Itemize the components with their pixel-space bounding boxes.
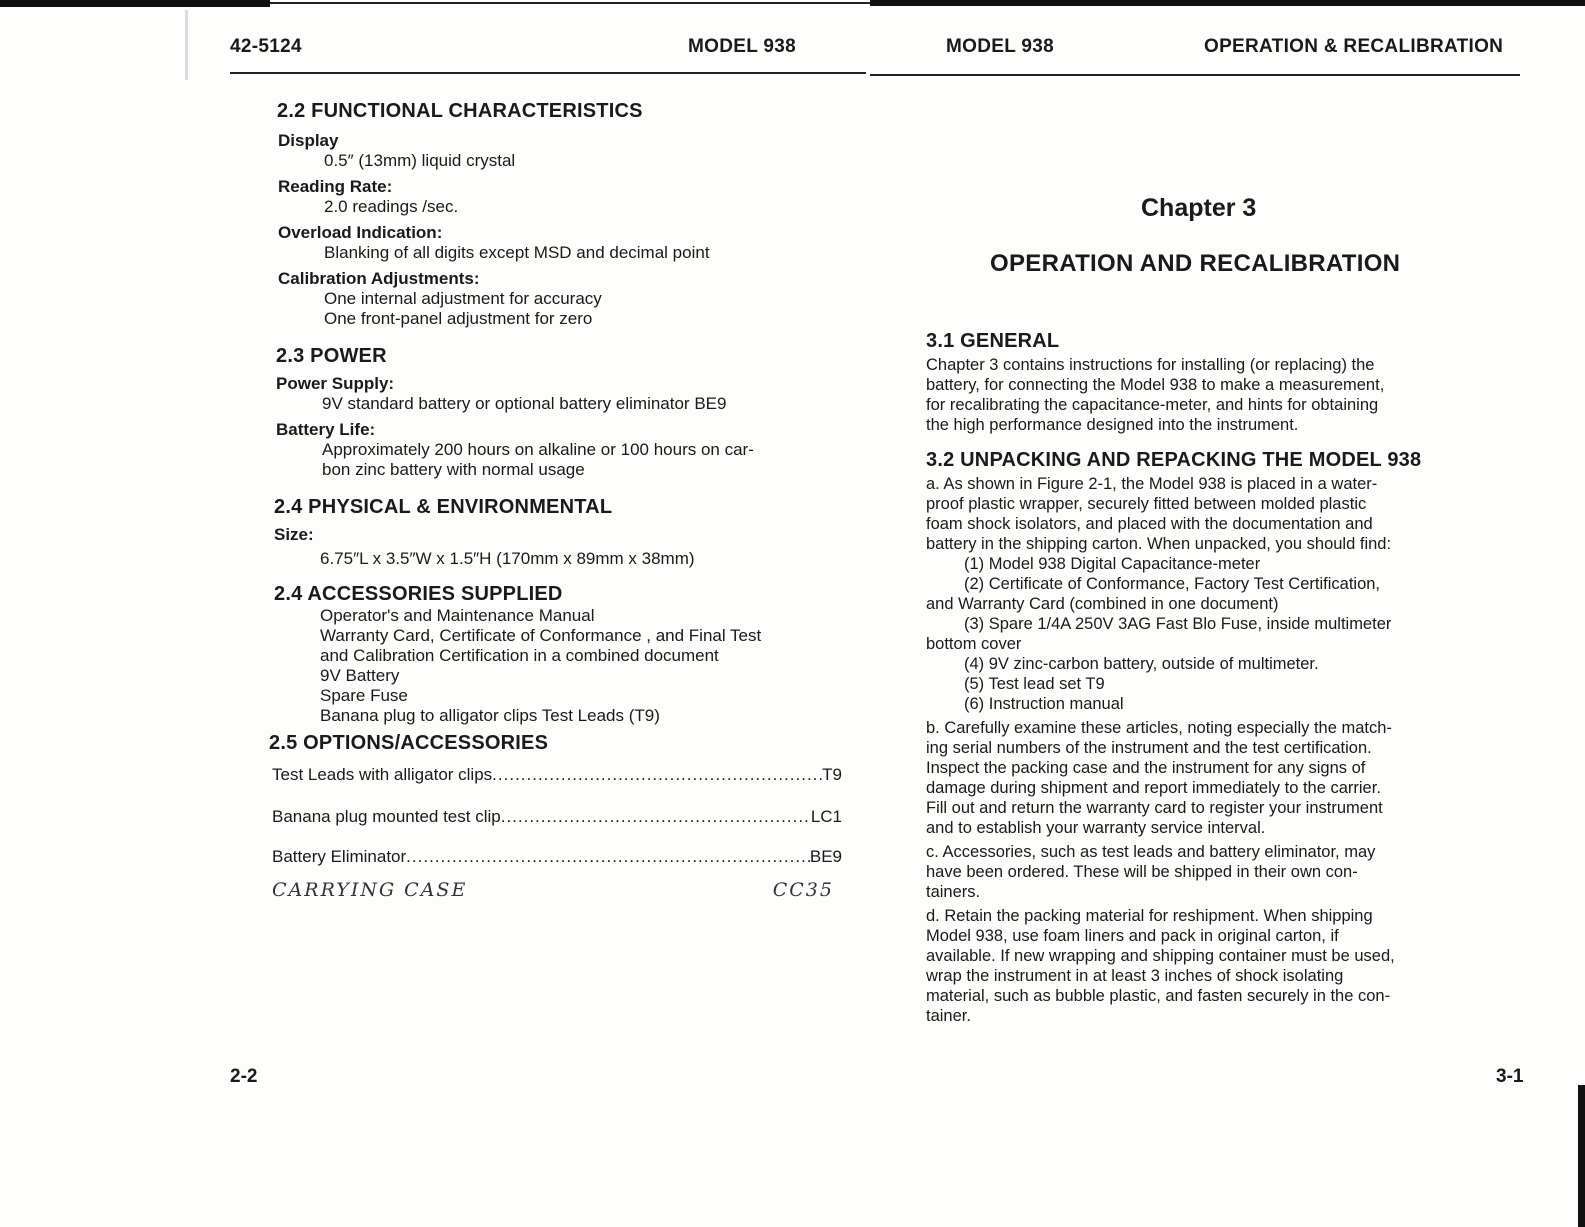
list-item: (5) Test lead set T9	[964, 675, 1105, 693]
item-line: 9V Battery	[320, 666, 400, 685]
scan-edge-left	[185, 10, 188, 80]
section-heading: 2.4 ACCESSORIES SUPPLIED	[274, 583, 563, 605]
right-header-rule	[870, 74, 1520, 76]
left-header-model: MODEL 938	[688, 36, 796, 57]
item-line: bon zinc battery with normal usage	[322, 460, 585, 479]
section-heading: 2.2 FUNCTIONAL CHARACTERISTICS	[277, 100, 643, 122]
item-label: Battery Life:	[276, 420, 376, 439]
dot-leader	[492, 765, 822, 785]
handwritten-name: CARRYING CASE	[272, 879, 468, 901]
section-accessories	[272, 583, 852, 726]
option-row	[272, 807, 842, 827]
para-line: foam shock isolators, and placed with the documentation and	[926, 515, 1373, 533]
list-item: (6) Instruction manual	[964, 695, 1124, 713]
para-line: Model 938, use foam liners and pack in original carton, if	[926, 927, 1339, 945]
item-label: Power Supply:	[276, 374, 395, 393]
scan-edge-right	[1578, 1085, 1585, 1227]
para-line: tainers.	[926, 883, 981, 901]
list-item: (3) Spare 1/4A 250V 3AG Fast Blo Fuse, inside multimeter	[964, 615, 1392, 633]
dot-leader	[501, 807, 811, 827]
section-heading: 3.1 GENERAL	[926, 330, 1060, 352]
para-line: Inspect the packing case and the instrument for any signs of	[926, 759, 1366, 777]
section-heading: 3.2 UNPACKING AND REPACKING THE MODEL 938	[926, 449, 1422, 471]
para-line: and to establish your warranty service interval.	[926, 819, 1266, 837]
item-label: Reading Rate:	[278, 177, 393, 196]
option-row	[272, 765, 842, 785]
item-label: Display	[278, 131, 339, 150]
left-page-number: 2-2	[230, 1066, 258, 1087]
list-item-cont: bottom cover	[926, 635, 1022, 653]
para-line: the high performance designed into the instrument.	[926, 416, 1299, 434]
item-line: 9V standard battery or optional battery eliminator BE9	[322, 394, 727, 413]
para-line: ing serial numbers of the instrument and the test certification.	[926, 739, 1372, 757]
section-physical	[272, 496, 852, 569]
para-line: tainer.	[926, 1007, 971, 1025]
right-header-model: MODEL 938	[946, 36, 1054, 57]
handwritten-row	[272, 879, 834, 901]
item-line: 0.5″ (13mm) liquid crystal	[324, 151, 516, 170]
para-line: b. Carefully examine these articles, noting especially the match-	[926, 719, 1392, 737]
para-line: wrap the instrument in at least 3 inches of shock isolating	[926, 967, 1344, 985]
chapter-number: Chapter 3	[1141, 194, 1257, 222]
option-name: Battery Eliminator	[272, 847, 407, 866]
option-code: LC1	[810, 807, 842, 826]
dot-leader	[406, 847, 810, 867]
item-line: 6.75″L x 3.5″W x 1.5″H (170mm x 89mm x 38mm)	[320, 549, 695, 568]
handwritten-code: CC35	[772, 879, 834, 901]
item-label: Size:	[274, 525, 314, 544]
left-page-body	[269, 100, 852, 901]
para-line: a. As shown in Figure 2-1, the Model 938 is placed in a water-	[926, 475, 1378, 493]
list-item: (1) Model 938 Digital Capacitance-meter	[964, 555, 1261, 573]
list-item: (2) Certificate of Conformance, Factory Test Certification,	[964, 575, 1381, 593]
para-line: c. Accessories, such as test leads and battery eliminator, may	[926, 843, 1376, 861]
item-label: Overload Indication:	[278, 223, 443, 242]
para-line: Fill out and return the warranty card to register your instrument	[926, 799, 1383, 817]
right-header-title: OPERATION & RECALIBRATION	[1204, 36, 1504, 57]
para-line: battery, for connecting the Model 938 to make a measurement,	[926, 376, 1385, 394]
para-line: battery in the shipping carton. When unpacked, you should find:	[926, 535, 1392, 553]
section-heading: 2.4 PHYSICAL & ENVIRONMENTAL	[274, 496, 613, 518]
para-line: for recalibrating the capacitance-meter, and hints for obtaining	[926, 396, 1379, 414]
item-line: One internal adjustment for accuracy	[324, 289, 602, 308]
option-name: Test Leads with alligator clips	[272, 765, 493, 784]
para-line: available. If new wrapping and shipping container must be used,	[926, 947, 1395, 965]
scan-edge-line	[270, 2, 870, 4]
para-line: material, such as bubble plastic, and fasten securely in the con-	[926, 987, 1391, 1005]
section-heading: 2.5 OPTIONS/ACCESSORIES	[269, 732, 549, 754]
item-line: Blanking of all digits except MSD and decimal point	[324, 243, 710, 262]
section-options	[269, 732, 852, 901]
item-line: One front-panel adjustment for zero	[324, 309, 593, 328]
item-line: Spare Fuse	[320, 686, 408, 705]
option-code: BE9	[809, 847, 842, 866]
left-header-rule	[230, 72, 866, 74]
list-item-cont: and Warranty Card (combined in one document)	[926, 595, 1279, 613]
section-functional	[272, 100, 852, 329]
para-line: d. Retain the packing material for reshipment. When shipping	[926, 907, 1373, 925]
chapter-title: OPERATION AND RECALIBRATION	[990, 250, 1401, 277]
option-code: T9	[822, 765, 842, 784]
item-line: 2.0 readings /sec.	[324, 197, 459, 216]
para-line: Chapter 3 contains instructions for installing (or replacing) the	[926, 356, 1375, 374]
para-line: proof plastic wrapper, securely fitted between molded plastic	[926, 495, 1367, 513]
right-page-body	[926, 330, 1496, 1026]
option-name: Banana plug mounted test clip	[272, 807, 501, 826]
scan-edge-top-right	[870, 0, 1585, 6]
item-line: Banana plug to alligator clips Test Leads (T9)	[320, 706, 660, 725]
section-power	[272, 345, 852, 480]
list-item: (4) 9V zinc-carbon battery, outside of multimeter.	[964, 655, 1319, 673]
para-line: have been ordered. These will be shipped in their own con-	[926, 863, 1358, 881]
right-page-number: 3-1	[1496, 1066, 1524, 1087]
item-line: Warranty Card, Certificate of Conformance , and Final Test	[320, 626, 762, 645]
doc-number: 42-5124	[230, 36, 302, 57]
item-label: Calibration Adjustments:	[278, 269, 480, 288]
scan-edge-top-left	[0, 0, 270, 7]
item-line: Operator's and Maintenance Manual	[320, 606, 595, 625]
item-line: and Calibration Certification in a combined document	[320, 646, 719, 665]
para-line: damage during shipment and report immediately to the carrier.	[926, 779, 1381, 797]
option-row	[272, 847, 842, 867]
section-heading: 2.3 POWER	[276, 345, 387, 367]
item-line: Approximately 200 hours on alkaline or 100 hours on car-	[322, 440, 754, 459]
